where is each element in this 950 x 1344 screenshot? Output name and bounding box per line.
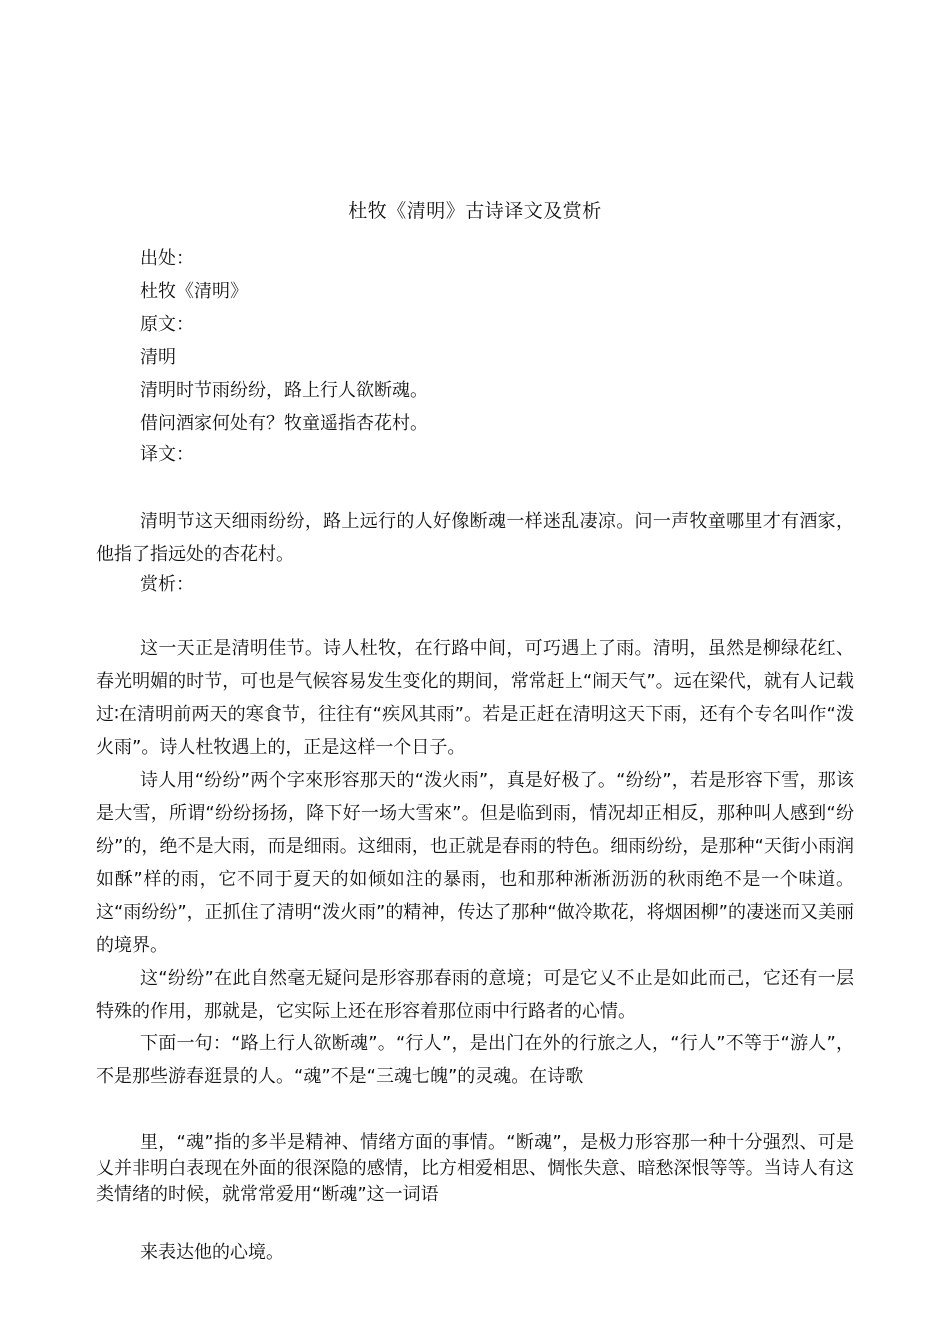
appreciation-paragraph-4: 下面一句：“路上行人欲断魂”。“行人”，是出门在外的行旅之人，“行人”不等于“游人”，不是那些游春逛景的人。“魂”不是“三魂七魄”的灵魂。在诗歌 bbox=[96, 1033, 854, 1087]
poem-line-2: 借问酒家何处有？牧童遥指杏花村。 bbox=[140, 413, 428, 434]
appreciation-paragraph-2: 诗人用“纷纷”两个字來形容那天的“泼火雨”，真是好极了。“纷纷”，若是形容下雪，那该是大雪，所谓“纷纷扬扬，降下好一场大雪來”。但是临到雨，情况却正相反，那种叫人感到“纷纷”的，绝不是大雨，而是细雨。这细雨，也正就是春雨的特色。细雨纷纷，是那种“天街小雨润如酥”样的雨，它不同于夏天的如倾如注的暴雨，也和那种淅淅沥沥的秋雨绝不是一个味道。这“雨纷纷”，正抓住了清明“泼火雨”的精神，传达了那种“做冷欺花，将烟困柳”的凄迷而又美丽的境界。 bbox=[96, 770, 854, 956]
translation-label: 译文： bbox=[140, 444, 194, 465]
appreciation-paragraph-6: 来表达他的心境。 bbox=[140, 1242, 284, 1263]
appreciation-label: 赏析： bbox=[140, 574, 194, 595]
document-title: 杜牧《清明》古诗译文及赏析 bbox=[348, 200, 602, 222]
poem-line-1: 清明时节雨纷纷，路上行人欲断魂。 bbox=[140, 380, 428, 401]
appreciation-paragraph-5: 里，“魂”指的多半是精神、情绪方面的事情。“断魂”，是极力形容那一种十分强烈、可是乂并非明白表现在外面的很深隐的感情，比方相爱相思、惆怅失意、暗愁深恨等等。当诗人有这类情绪的时候，就常常爱用“断魂”这一词语 bbox=[96, 1132, 854, 1205]
source-value: 杜牧《清明》 bbox=[140, 281, 248, 302]
appreciation-paragraph-3: 这“纷纷”在此自然毫无疑问是形容那春雨的意境；可是它乂不止是如此而己，它还有一层特殊的作用，那就是，它实际上还在形容着那位雨中行路者的心情。 bbox=[96, 968, 854, 1022]
poem-title: 清明 bbox=[140, 347, 176, 368]
appreciation-paragraph-1: 这一天正是清明佳节。诗人杜牧，在行路中间，可巧遇上了雨。清明，虽然是柳绿花红、春光明媚的时节，可也是气候容易发生变化的期间，常常赶上“闹天气”。远在梁代，就有人记载过∶在清明前两天的寒食节，往往有“疾风其雨”。若是正赶在清明这天下雨，还有个专名叫作“泼火雨”。诗人杜牧遇上的，正是这样一个日子。 bbox=[96, 638, 854, 758]
translation-paragraph: 清明节这天细雨纷纷，路上远行的人好像断魂一样迷乱凄凉。问一声牧童哪里才有酒家，他指了指远处的杏花村。 bbox=[96, 511, 854, 565]
source-label: 出处： bbox=[140, 248, 194, 269]
original-label: 原文： bbox=[140, 314, 194, 335]
